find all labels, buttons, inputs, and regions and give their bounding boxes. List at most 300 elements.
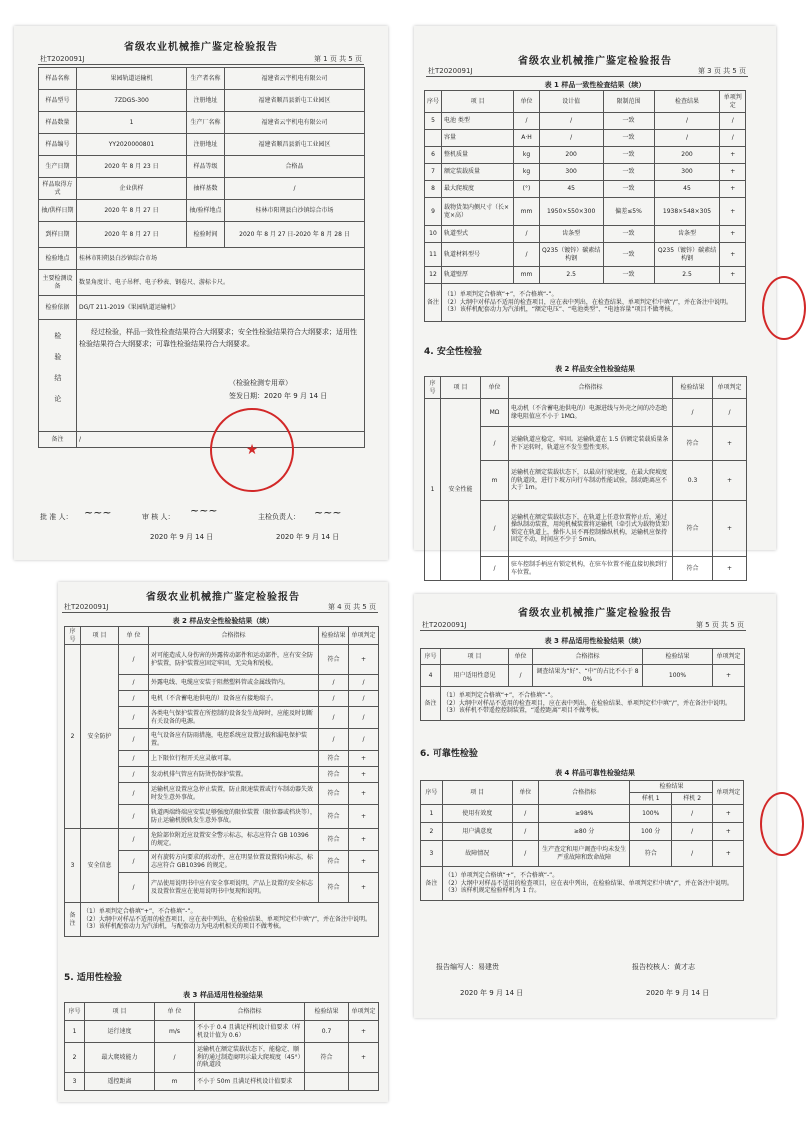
table-cell: 轨道两端终端应安装足够强度的限位装置（限位器或档块等），防止运输机脱轨发生意外事故。 <box>149 805 319 829</box>
table-cell: + <box>713 823 744 841</box>
table-cell: 注册地址 <box>187 134 225 156</box>
table-cell: 运输机在额定装载状态下，在轨道上任意位置停止后，通过操纵制动装置，用纯机械装置将运输机（牵引式为载物货架）锁定在轨道上，操作人员不再控制操纵机构，运输机应保持固定不动，时间应不少于 5min。 <box>509 501 673 557</box>
table-row <box>425 147 746 164</box>
page3-page-label: 第 3 页 共 5 页 <box>697 67 746 75</box>
table-cell: 2020 年 8 月 27 日-2020 年 8 月 28 日 <box>225 222 365 248</box>
table-cell: / <box>119 783 149 805</box>
page5-table4-caption: 表 4 样品可靠性检验结果 <box>555 769 635 777</box>
table-cell: 样品数量 <box>39 112 77 134</box>
table-cell: 驻车控制手柄应有锁定机构，在驻车位置不能直接切换到行车位置。 <box>509 557 673 581</box>
table-cell: 不小于 0.4 且满足样机设计值要求（样机设计值为 0.6） <box>195 1021 305 1043</box>
table-cell: MΩ <box>481 399 509 427</box>
note-line: （1）单项判定合格填“+”，不合格填“-”。 <box>444 291 558 299</box>
table-cell: 1938×548×305 <box>654 198 720 226</box>
conclusion-date: 签发日期：2020 年 9 月 14 日 <box>229 391 328 400</box>
table-cell: / <box>319 675 349 691</box>
table-cell: 到样日期 <box>39 222 77 248</box>
table-cell: 7 <box>425 164 442 181</box>
table-cell: (°) <box>514 181 540 198</box>
table-cell: + <box>720 243 746 267</box>
table-cell: / <box>155 1043 195 1073</box>
page3-edge-stamp <box>762 276 806 340</box>
table-cell: / <box>713 399 747 427</box>
table-cell: 2 <box>65 645 81 829</box>
approver-signature: ~~~ <box>84 506 112 519</box>
table-cell: 企业供样 <box>77 178 187 200</box>
table-cell: 1950×550×300 <box>539 198 603 226</box>
table-cell: / <box>119 767 149 783</box>
table-cell: 序号 <box>65 1003 85 1021</box>
table-cell: 4 <box>421 665 441 687</box>
table-cell: 电池 类型 <box>442 113 514 130</box>
table-cell: 安全防护 <box>81 645 119 829</box>
table-cell: 生产者名称 <box>187 68 225 90</box>
page3-note-label: 备注 <box>425 284 442 322</box>
report-page-1 <box>14 26 388 560</box>
table-cell: 200 <box>654 147 720 164</box>
table-cell: / <box>539 113 603 130</box>
table-cell <box>305 1073 349 1091</box>
table-cell: / <box>720 113 746 130</box>
table-cell: 单项判定 <box>349 1003 379 1021</box>
table-cell: 单位 <box>514 91 540 113</box>
table-cell: 最大爬坡度 <box>442 181 514 198</box>
table-cell: kg <box>514 147 540 164</box>
page3-table2 <box>424 376 747 581</box>
table-cell: 抽/供样日期 <box>39 200 77 222</box>
table-cell: 单位 <box>481 377 509 399</box>
table-cell: / <box>512 823 538 841</box>
table-cell: 项 目 <box>81 627 119 645</box>
page4-table3 <box>64 1002 379 1091</box>
table-cell: 3 <box>65 829 81 903</box>
page4-page-label: 第 4 页 共 5 页 <box>327 603 376 611</box>
table-cell: 合格指标 <box>533 649 643 665</box>
table-cell: / <box>119 645 149 675</box>
site-value: 桂林市阳朔县白沙镇综合市场 <box>77 248 365 270</box>
report-checker: 报告校核人：黄才志 <box>632 963 695 971</box>
table-cell: 序号 <box>421 649 441 665</box>
table-cell: 3 <box>421 841 443 867</box>
table-cell: 运输机在额定装载状态下，以最高行驶速度，在最大爬坡度的轨道段，进行下坡方向行车制动性能试验，制动距离应不大于 1m。 <box>509 461 673 501</box>
table-cell: / <box>119 729 149 751</box>
report-writer: 报告编写人：易建贵 <box>436 963 499 971</box>
table-cell: 项 目 <box>442 91 514 113</box>
table-cell: 各类电气保护装置在所控制的设备发生故障时，应能及时切断有关设备的电源。 <box>149 707 319 729</box>
table-cell: 单项判定 <box>713 649 745 665</box>
page4-table2-caption: 表 2 样品安全性检验结果（续） <box>172 617 274 625</box>
table-cell: 额定装载质量 <box>442 164 514 181</box>
report-page-4 <box>58 582 388 1102</box>
table-cell: ≥80 分 <box>538 823 630 841</box>
page5-table3 <box>420 648 745 721</box>
table-cell: 100% <box>630 805 671 823</box>
table-cell: 检查结果 <box>654 91 720 113</box>
page1-header-rule <box>38 64 364 65</box>
note-line: （3）该样机规定检验样机为 1 台。 <box>444 887 541 895</box>
table-cell: 单项判定 <box>713 377 747 399</box>
table-cell: 桂林市阳朔县白沙镇综合市场 <box>225 200 365 222</box>
table-cell: 限制范围 <box>603 91 654 113</box>
t4-head-no: 序号 <box>421 781 443 805</box>
table-cell: 不小于 50m 且满足样机设计值要求 <box>195 1073 305 1091</box>
table-cell: 7ZDGS-300 <box>77 90 187 112</box>
table-cell: 100 分 <box>630 823 671 841</box>
table-cell: 2020 年 8 月 27 日 <box>77 200 187 222</box>
table-cell: + <box>349 751 379 767</box>
page5-report-no: 杜T2020091J <box>422 621 467 629</box>
applicability-section-heading: 5. 适用性检验 <box>64 973 122 983</box>
table-row <box>39 222 365 248</box>
table-row <box>425 113 746 130</box>
table-cell: 符合 <box>319 873 349 903</box>
table-row <box>39 68 365 90</box>
conclusion-label: 检验结论 <box>39 320 77 432</box>
table-cell: 序号 <box>425 377 441 399</box>
table-cell: / <box>671 841 712 867</box>
table-cell: 生产厂名称 <box>187 112 225 134</box>
table-cell: 检验结果 <box>305 1003 349 1021</box>
table-row <box>425 198 746 226</box>
table-cell: / <box>514 226 540 243</box>
table-cell: 单 位 <box>155 1003 195 1021</box>
table-cell: / <box>119 751 149 767</box>
page4-note-label: 备注 <box>65 903 81 937</box>
table-cell: 安全性能 <box>441 399 481 581</box>
table-cell: 安全信息 <box>81 829 119 903</box>
table-cell: 8 <box>425 181 442 198</box>
table-row <box>421 823 744 841</box>
table-cell: 3 <box>65 1073 85 1091</box>
table-cell: 符合 <box>673 501 713 557</box>
note-line: （3）该样机配套动力为汽油机，与配套动力为电动机相关的项目不做考核。 <box>83 923 285 931</box>
table-cell: kg <box>514 164 540 181</box>
table-cell: / <box>119 675 149 691</box>
table-cell: + <box>720 164 746 181</box>
table-cell: 2.5 <box>654 267 720 284</box>
table-cell: 300 <box>654 164 720 181</box>
table-cell: / <box>512 841 538 867</box>
table-cell: 产品使用说明书中应有安全事项说明，产品上设置的安全标志及设置位置应在使用说明书中复现和说明。 <box>149 873 319 903</box>
table-cell: 符合 <box>319 829 349 851</box>
table-cell: 故障情况 <box>442 841 512 867</box>
table-cell: mm <box>514 198 540 226</box>
table-cell: 序号 <box>65 627 81 645</box>
table-cell: / <box>671 805 712 823</box>
table-row <box>425 130 746 147</box>
basis-value: DG/T 211-2019《果园轨道运输机》 <box>77 296 365 320</box>
table-cell: 设计值 <box>539 91 603 113</box>
table-cell: 符合 <box>319 767 349 783</box>
main-inspector-signature: ~~~ <box>314 506 342 519</box>
table-cell: 样品等级 <box>187 156 225 178</box>
table-cell: + <box>349 851 379 873</box>
table-cell: m <box>155 1073 195 1091</box>
table-cell: / <box>673 399 713 427</box>
table-cell: 用户满意度 <box>442 823 512 841</box>
table-cell: 合格指标 <box>149 627 319 645</box>
table-cell: / <box>319 729 349 751</box>
table-cell: 9 <box>425 198 442 226</box>
table-cell: + <box>720 267 746 284</box>
table-cell: 2020 年 8 月 23 日 <box>77 156 187 178</box>
table-cell: 整机质量 <box>442 147 514 164</box>
page4-title: 省级农业机械推广鉴定检验报告 <box>146 592 300 603</box>
table-cell: 上下限位行程开关应灵敏可靠。 <box>149 751 319 767</box>
table-row <box>421 841 744 867</box>
table-cell: + <box>720 198 746 226</box>
table-cell: 2020 年 8 月 27 日 <box>77 222 187 248</box>
table-cell: 福建省云宇机电有限公司 <box>225 112 365 134</box>
table-cell: / <box>514 243 540 267</box>
table-cell: 100% <box>643 665 713 687</box>
page5-title: 省级农业机械推广鉴定检验报告 <box>518 608 672 619</box>
inspection-seal-stamp: ★ <box>210 408 294 492</box>
table-cell: 一致 <box>603 113 654 130</box>
page5-edge-stamp <box>760 792 804 856</box>
table-cell: + <box>349 767 379 783</box>
table-cell: 载物货架内侧尺寸（长×宽×高） <box>442 198 514 226</box>
table-row <box>39 200 365 222</box>
table-cell: 符合 <box>673 427 713 461</box>
t4-head-judge: 单项判定 <box>713 781 744 805</box>
table-cell: / <box>514 113 540 130</box>
main-inspector-label: 主检负责人： <box>258 513 300 521</box>
report-page-3 <box>414 26 776 576</box>
t4-head-result: 检验结果 <box>630 781 713 793</box>
table-cell: / <box>481 557 509 581</box>
table-cell: 2 <box>65 1043 85 1073</box>
table-cell: / <box>119 691 149 707</box>
table-cell: 符合 <box>673 557 713 581</box>
note-line: （1）单项判定合格填“+”，不合格填“-”。 <box>444 872 559 880</box>
table-cell: 用户适用性意见 <box>441 665 509 687</box>
note-line: （2）大纲中对样品不适用的检查项目，应在表中列出，在检验结果、单项判定栏中填“/”，并在备注中说明。 <box>444 879 733 887</box>
table-cell: 合格指标 <box>509 377 673 399</box>
t4-head-sample2: 样机 2 <box>671 793 712 805</box>
table-cell: + <box>713 427 747 461</box>
table-row <box>65 829 379 851</box>
table-cell: 最大爬坡能力 <box>85 1043 155 1073</box>
table-cell <box>425 130 442 147</box>
table-cell: + <box>720 147 746 164</box>
table-cell: 齿条型 <box>539 226 603 243</box>
table-row <box>39 156 365 178</box>
table-cell: 单项判定 <box>720 91 746 113</box>
table-cell: 一致 <box>603 130 654 147</box>
table-cell: / <box>671 823 712 841</box>
page3-table1-caption: 表 1 样品一致性检查结果（续） <box>544 81 646 89</box>
table-cell: 单项判定 <box>349 627 379 645</box>
table-cell: / <box>119 707 149 729</box>
table-cell: 符合 <box>630 841 671 867</box>
table-cell: / <box>509 665 533 687</box>
table-cell: 容量 <box>442 130 514 147</box>
table-cell: m/s <box>155 1021 195 1043</box>
page4-table3-caption: 表 3 样品适用性检验结果 <box>183 991 263 999</box>
table-cell: 0.7 <box>305 1021 349 1043</box>
page4-notes <box>81 903 379 937</box>
table-cell: 符合 <box>319 851 349 873</box>
table-row <box>65 1043 379 1073</box>
note-line: （2）大纲中对样品不适用的检查项目，应在表中列出，在检验结果、单项判定栏中填“/”，并在备注中说明。 <box>83 915 372 923</box>
equip-label: 主要检测设备 <box>39 270 77 296</box>
table-cell: / <box>349 675 379 691</box>
table-cell: 样品编号 <box>39 134 77 156</box>
writer-date: 2020 年 9 月 14 日 <box>460 989 524 997</box>
table-cell: + <box>720 226 746 243</box>
table-row <box>425 267 746 284</box>
table-cell: Q235（镀锌）碳素结构钢 <box>654 243 720 267</box>
page5-header-rule <box>420 630 746 631</box>
table-cell: 福建省云宇机电有限公司 <box>225 68 365 90</box>
page3-title: 省级农业机械推广鉴定检验报告 <box>518 56 672 67</box>
table-cell: m <box>481 461 509 501</box>
table-cell: 电动机（不含蓄电池供电的）电源进线与外壳之间的冷态绝缘电阻值应不小于 1MΩ。 <box>509 399 673 427</box>
page5-table3-caption: 表 3 样品适用性检验结果（续） <box>544 637 646 645</box>
page4-report-no: 杜T2020091J <box>64 603 109 611</box>
page3-table1 <box>424 90 746 322</box>
table-cell: / <box>349 707 379 729</box>
table-row <box>39 178 365 200</box>
table-cell: / <box>349 691 379 707</box>
table-cell: + <box>349 1043 379 1073</box>
table-cell: 样品取得方式 <box>39 178 77 200</box>
table-cell: + <box>349 645 379 675</box>
reviewer-label: 审 核 人： <box>142 513 175 521</box>
page3-table2-caption: 表 2 样品安全性检验结果 <box>555 365 635 373</box>
table-row <box>39 134 365 156</box>
t4-head-unit: 单位 <box>512 781 538 805</box>
table-cell: 一致 <box>603 181 654 198</box>
table-row <box>421 805 744 823</box>
table-cell: + <box>720 181 746 198</box>
page3-header-rule <box>426 76 748 77</box>
table-cell: + <box>713 805 744 823</box>
page4-header-rule <box>62 612 378 613</box>
table-cell: 符合 <box>319 805 349 829</box>
table-cell: 外露电线、电缆应安装于阻燃塑料管或金属线管内。 <box>149 675 319 691</box>
table-cell: / <box>654 130 720 147</box>
table-cell: + <box>349 783 379 805</box>
table-cell: / <box>319 707 349 729</box>
table-cell: 样品型号 <box>39 90 77 112</box>
site-label: 检验地点 <box>39 248 77 270</box>
table-row <box>425 164 746 181</box>
table-cell: 检验结果 <box>673 377 713 399</box>
main-inspector-date: 2020 年 9 月 14 日 <box>276 533 340 541</box>
table-cell: / <box>654 113 720 130</box>
page5-notes2 <box>442 867 743 901</box>
conclusion-cell <box>77 320 365 432</box>
table-cell: 11 <box>425 243 442 267</box>
table-cell: / <box>720 130 746 147</box>
table-cell: 轨道材料型号 <box>442 243 514 267</box>
safety-section-heading: 4. 安全性检验 <box>424 347 482 357</box>
reliability-section-heading: 6. 可靠性检验 <box>420 749 478 759</box>
table-cell: 一致 <box>603 267 654 284</box>
table-cell: 检验结果 <box>319 627 349 645</box>
table-cell: 符合 <box>305 1043 349 1073</box>
table-cell: / <box>481 501 509 557</box>
note-line: （1）单项判定合格填“+”，不合格填“-”。 <box>443 692 557 700</box>
table-row <box>65 645 379 675</box>
table-cell: 发动机排气管应有防烫伤保护装置。 <box>149 767 319 783</box>
table-cell: 300 <box>539 164 603 181</box>
table-cell: 一致 <box>603 164 654 181</box>
table-cell: 2.5 <box>539 267 603 284</box>
reviewer-signature: ~~~ <box>190 504 218 517</box>
table-cell: 符合 <box>319 751 349 767</box>
table-cell: 使用有效度 <box>442 805 512 823</box>
page5-note-label: 备注 <box>421 687 441 721</box>
t4-head-index: 合格指标 <box>538 781 630 805</box>
table-cell: 项 目 <box>441 649 509 665</box>
table-row <box>425 226 746 243</box>
table-row <box>39 112 365 134</box>
table-cell: 45 <box>539 181 603 198</box>
table-cell: 6 <box>425 147 442 164</box>
t4-head-sample1: 样机 1 <box>630 793 671 805</box>
page3-notes <box>442 284 746 322</box>
table-cell: 1 <box>77 112 187 134</box>
table-cell: YY2020000801 <box>77 134 187 156</box>
table-cell: / <box>119 829 149 851</box>
report-page-5 <box>414 594 776 1018</box>
page4-table2 <box>64 626 379 937</box>
table-cell: 合格品 <box>225 156 365 178</box>
table-cell <box>349 1073 379 1091</box>
table-cell: / <box>119 805 149 829</box>
table-cell: 2 <box>421 823 443 841</box>
table-cell: 运行速度 <box>85 1021 155 1043</box>
table-cell: 生产日期 <box>39 156 77 178</box>
table-cell: 项 目 <box>85 1003 155 1021</box>
table-cell: 一致 <box>603 147 654 164</box>
table-cell: 1 <box>65 1021 85 1043</box>
table-cell: 运输机在额定装载状态下，能稳定、顺利的通过制造商明示最大爬坡度（45°）的轨道段 <box>195 1043 305 1073</box>
note-line: （3）该样机不带遥控控制装置，“遥控距离”项目不做考核。 <box>443 707 604 715</box>
table-cell: / <box>119 851 149 873</box>
table-cell: 对有旋转方向要求的转动件，应在明显位置设置转向标志，标志应符合 GB10396 的规定。 <box>149 851 319 873</box>
table-cell: 1 <box>421 805 443 823</box>
table-cell: / <box>319 691 349 707</box>
remark-label: 备注 <box>39 432 77 448</box>
table-cell: 轨道壁厚 <box>442 267 514 284</box>
table-cell: 运输机应设置应急停止装置，防止限速装置或行车制动器失效时发生意外事故。 <box>149 783 319 805</box>
table-cell: 符合 <box>319 783 349 805</box>
table-cell: 单位 <box>509 649 533 665</box>
table-cell: / <box>225 178 365 200</box>
table-cell: 抽样基数 <box>187 178 225 200</box>
table-cell: + <box>713 461 747 501</box>
table-row <box>421 665 745 687</box>
table-cell: / <box>119 873 149 903</box>
table-cell: 果园轨道运输机 <box>77 68 187 90</box>
note-line: （1）单项判定合格填“+”，不合格填“-”。 <box>83 908 197 916</box>
table-cell: 符合 <box>319 645 349 675</box>
table-cell: 轨道型式 <box>442 226 514 243</box>
table-cell: 序号 <box>425 91 442 113</box>
table-cell: ≥98% <box>538 805 630 823</box>
table-cell: 10 <box>425 226 442 243</box>
table-cell: 对可能造成人身伤害的外露传动部件和运动部件，应有安全防护装置，防护装置应固定牢固，无尖角和锐棱。 <box>149 645 319 675</box>
table-cell: 偏差≤5% <box>603 198 654 226</box>
table-row <box>39 90 365 112</box>
basis-label: 检验依据 <box>39 296 77 320</box>
table-cell: 调查结果为“好”、“中”的占比不小于 80% <box>533 665 643 687</box>
table-cell: 0.3 <box>673 461 713 501</box>
